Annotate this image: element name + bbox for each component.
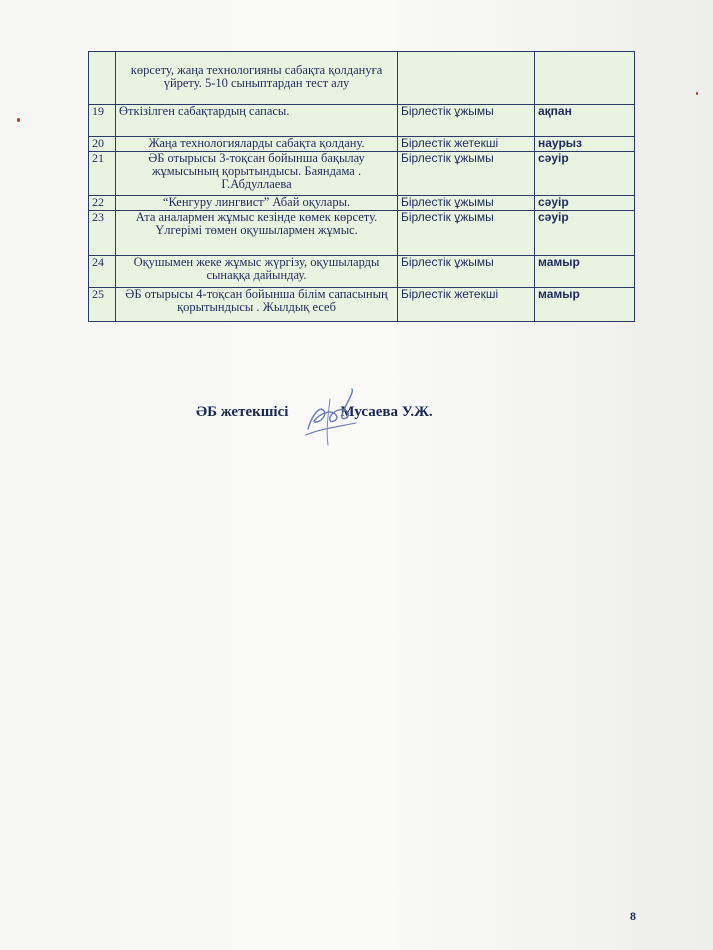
responsible-cell: Бірлестік ұжымы [398, 256, 535, 288]
table-row [89, 256, 635, 288]
row-number: 20 [89, 137, 116, 152]
table-row [89, 152, 635, 196]
responsible-cell [398, 52, 535, 105]
signature-name: Мусаева У.Ж. [340, 404, 433, 420]
responsible-cell: Бірлестік ұжымы [398, 196, 535, 211]
row-number: 21 [89, 152, 116, 196]
activity-text: Оқушымен жеке жұмыс жүргізу, оқушыларды сынаққа дайындау. [116, 256, 398, 288]
responsible-cell: Бірлестік жетекші [398, 137, 535, 152]
responsible-cell: Бірлестік ұжымы [398, 105, 535, 137]
signature-title: ӘБ жетекшісі [196, 404, 289, 420]
date-cell: мамыр [535, 288, 635, 322]
row-number: 25 [89, 288, 116, 322]
activity-text: Жаңа технологияларды сабақта қолдану. [116, 137, 398, 152]
responsible-cell: Бірлестік ұжымы [398, 152, 535, 196]
handwritten-signature [302, 385, 362, 447]
table-row [89, 288, 635, 322]
responsible-cell: Бірлестік ұжымы [398, 211, 535, 256]
activity-text: “Кенгуру лингвист” Абай оқулары. [116, 196, 398, 211]
row-number: 19 [89, 105, 116, 137]
activity-text: көрсету, жаңа технологияны сабақта қолдануға үйрету. 5-10 сыныптардан тест алу [116, 52, 398, 105]
row-number: 23 [89, 211, 116, 256]
row-number [89, 52, 116, 105]
date-cell: ақпан [535, 105, 635, 137]
date-cell: сәуір [535, 196, 635, 211]
date-cell [535, 52, 635, 105]
table-row [89, 196, 635, 211]
table-row [89, 52, 635, 105]
table-row [89, 105, 635, 137]
date-cell: мамыр [535, 256, 635, 288]
plan-table [88, 51, 635, 322]
date-cell: сәуір [535, 211, 635, 256]
activity-text: ӘБ отырысы 3-тоқсан бойынша бақылау жұмысының қорытындысы. Баяндама . Г.Абдуллаева [116, 152, 398, 196]
activity-text: Өткізілген сабақтардың сапасы. [116, 105, 398, 137]
ink-speck [696, 92, 698, 95]
page-number: 8 [630, 909, 636, 923]
row-number: 24 [89, 256, 116, 288]
activity-text: Ата аналармен жұмыс кезінде көмек көрсету. Үлгерімі төмен оқушылармен жұмыс. [116, 211, 398, 256]
date-cell: сәуір [535, 152, 635, 196]
responsible-cell: Бірлестік жетекші [398, 288, 535, 322]
table-row [89, 137, 635, 152]
date-cell: наурыз [535, 137, 635, 152]
row-number: 22 [89, 196, 116, 211]
table-row [89, 211, 635, 256]
activity-text: ӘБ отырысы 4-тоқсан бойынша білім сапасының қорытындысы . Жылдық есеб [116, 288, 398, 322]
ink-speck [17, 118, 20, 122]
